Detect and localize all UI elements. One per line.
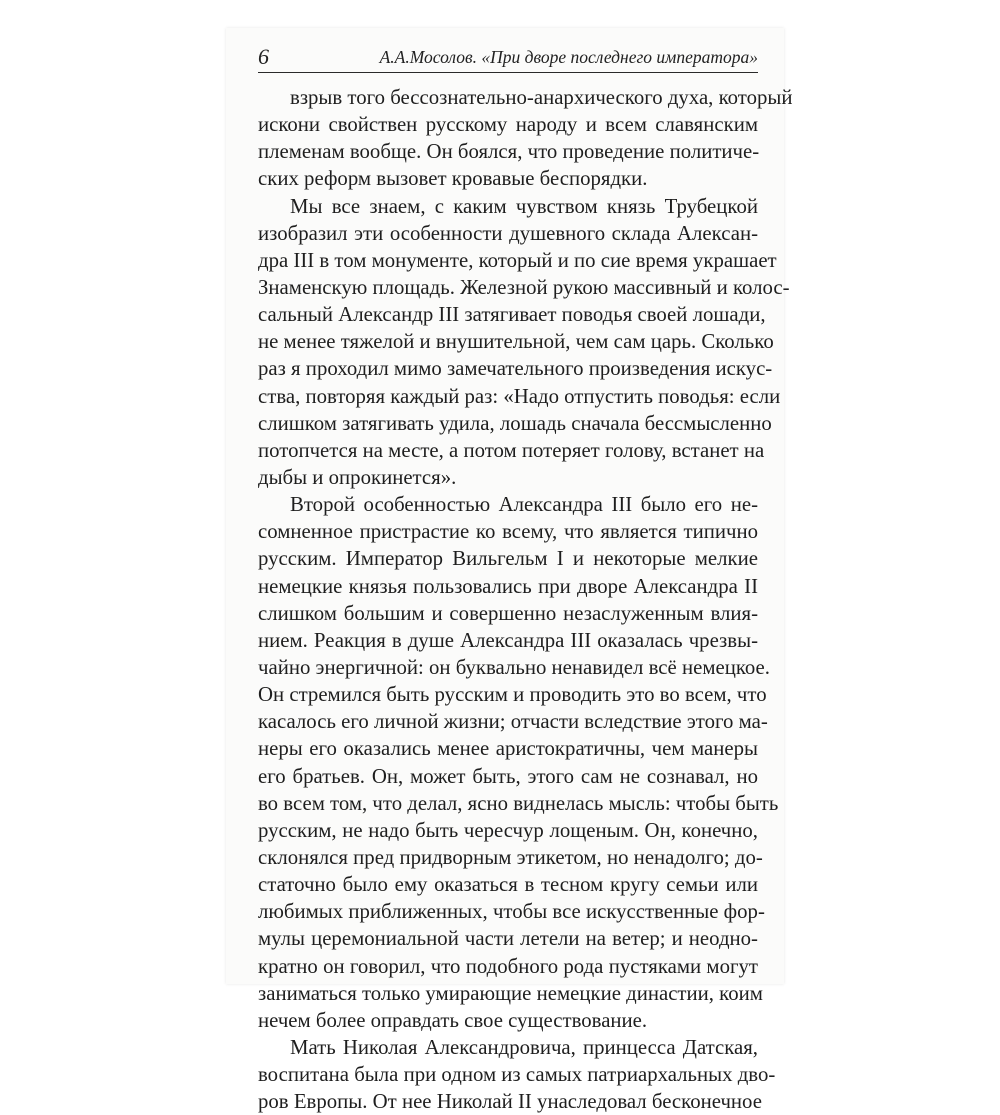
text-line: потопчется на месте, а потом потеряет голову, встанет на bbox=[258, 438, 765, 462]
text-line: раз я проходил мимо замечательного произведения искус- bbox=[258, 357, 773, 381]
text-line: Мать Николая Александровича, принцесса Датская, bbox=[290, 1035, 758, 1059]
paragraph bbox=[258, 1034, 776, 1115]
text-line: слишком большим и совершенно незаслуженным влия- bbox=[258, 601, 758, 625]
text-line: воспитана была при одном из самых патриархальных дво- bbox=[258, 1063, 776, 1087]
text-line: ства, повторяя каждый раз: «Надо отпустить поводья: если bbox=[258, 384, 781, 408]
text-line: слишком затягивать удила, лошадь сначала бессмысленно bbox=[258, 411, 772, 435]
text-line: взрыв того бессознательно-анархического духа, который bbox=[290, 86, 793, 109]
text-line: кратно он говорил, что подобного рода пустяками могут bbox=[258, 954, 758, 978]
text-line: нечем более оправдать свое существование. bbox=[258, 1008, 648, 1032]
text-line: Он стремился быть русским и проводить это во всем, что bbox=[258, 683, 767, 707]
text-line: изобразил эти особенности душевного склада Алексан- bbox=[258, 221, 758, 245]
text-line: русским. Император Вильгельм I и некоторые мелкие bbox=[258, 547, 758, 571]
paragraph bbox=[258, 84, 793, 193]
body-text bbox=[258, 84, 793, 1115]
text-line: дыбы и опрокинется». bbox=[258, 465, 457, 489]
text-line: чайно энергичной: он буквально ненавидел всё немецкое. bbox=[258, 655, 770, 679]
text-line: не менее тяжелой и внушительной, чем сам царь. Сколько bbox=[258, 330, 774, 354]
text-line: Знаменскую площадь. Железной рукою массивный и колос- bbox=[258, 275, 790, 299]
text-line: дра III в том монументе, который и по сие время украшает bbox=[258, 248, 777, 272]
paragraph bbox=[258, 193, 790, 492]
paragraph bbox=[258, 491, 779, 1034]
text-line: племенам вообще. Он боялся, что проведение политиче- bbox=[258, 140, 760, 164]
text-line: ских реформ вызовет кровавые беспорядки. bbox=[258, 167, 648, 191]
text-line: мулы церемониальной части летели на ветер; и неодно- bbox=[258, 927, 758, 951]
text-line: ров Европы. От нее Николай II унаследовал бесконечное bbox=[258, 1090, 762, 1114]
text-line: немецкие князья пользовались при дворе Александра II bbox=[258, 574, 758, 598]
text-line: во всем том, что делал, ясно виднелась мысль: чтобы быть bbox=[258, 791, 779, 815]
text-line: склонялся пред придворным этикетом, но ненадолго; до- bbox=[258, 845, 763, 869]
header-rule bbox=[258, 72, 758, 73]
text-line: Второй особенностью Александра III было его не- bbox=[290, 493, 758, 517]
text-line: Мы все знаем, с каким чувством князь Трубецкой bbox=[290, 194, 758, 218]
text-line: касалось его личной жизни; отчасти вследствие этого ма- bbox=[258, 710, 768, 734]
text-line: неры его оказались менее аристократичны, чем манеры bbox=[258, 737, 758, 761]
text-line: статочно было ему оказаться в тесном кругу семьи или bbox=[258, 873, 758, 897]
text-line: сальный Александр III затягивает поводья своей лошади, bbox=[258, 303, 766, 327]
text-line: заниматься только умирающие немецкие династии, коим bbox=[258, 981, 763, 1005]
text-line: любимых приближенных, чтобы все искусственные фор- bbox=[258, 900, 765, 924]
page-header bbox=[258, 44, 758, 74]
text-line: нием. Реакция в душе Александра III оказалась чрезвы- bbox=[258, 628, 758, 652]
running-title: А.А.Мосолов. «При дворе последнего императора» bbox=[379, 47, 758, 67]
text-line: сомненное пристрастие ко всему, что является типично bbox=[258, 520, 758, 544]
page-number: 6 bbox=[258, 44, 269, 69]
text-line: искони свойствен русскому народу и всем славянским bbox=[258, 113, 758, 137]
text-line: его братьев. Он, может быть, этого сам не сознавал, но bbox=[258, 764, 758, 788]
text-line: русским, не надо быть чересчур лощеным. Он, конечно, bbox=[258, 818, 758, 842]
